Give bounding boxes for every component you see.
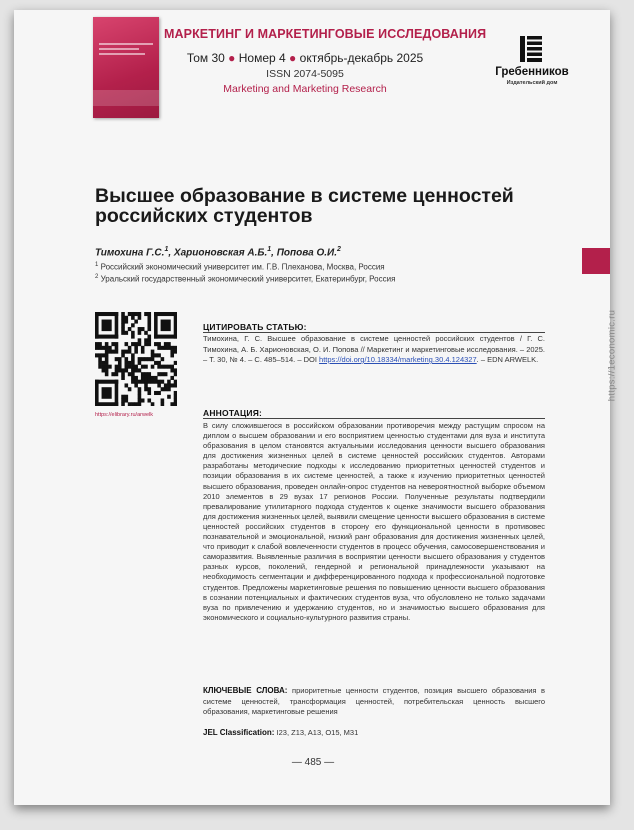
author-name: Тимохина Г.С. <box>95 247 165 259</box>
issue-period: октябрь-декабрь 2025 <box>299 51 424 65</box>
author-name: Попова О.И. <box>276 247 338 259</box>
keywords <box>203 686 545 718</box>
volume: Том 30 <box>186 51 225 65</box>
author-affiliation-mark: 2 <box>337 246 341 253</box>
authors: Тимохина Г.С.$^1$, Харионовская А.Б.$^1$, Попова О.И.$^2$ <box>95 246 341 259</box>
citation-body: Тимохина, Г. С. Высшее образование в системе ценностей российских студентов / Г. С. Тимохина, А. Б. Харионовская, О. И. Попова // Маркетинг и маркетинговые исследования. – 2025. – Т. 30, № 4. – С. 485–514. – DOI <box>203 334 545 364</box>
divider <box>203 332 545 333</box>
affiliation-mark: 1 <box>95 262 99 268</box>
keywords-label: КЛЮЧЕВЫЕ СЛОВА: <box>203 686 288 695</box>
separator-dot-icon: ● <box>289 51 297 65</box>
article-title <box>95 186 545 226</box>
accent-tab <box>582 248 610 274</box>
article-page <box>14 10 618 805</box>
affiliation <box>95 262 385 272</box>
side-url[interactable]: https://1economic.ru <box>606 309 618 402</box>
issn: ISSN 2074-5095 <box>266 68 344 80</box>
jel-classification <box>203 728 358 737</box>
affiliation-text: Российский экономический университет им. Г.В. Плеханова, Москва, Россия <box>100 262 385 272</box>
journal-issue-line <box>164 51 446 65</box>
publisher-logo-icon <box>520 36 542 62</box>
journal-title: МАРКЕТИНГ И МАРКЕТИНГОВЫЕ ИССЛЕДОВАНИЯ <box>164 27 487 41</box>
separator-dot-icon: ● <box>228 51 236 65</box>
article-title-line: Высшее образование в системе ценностей <box>95 185 514 207</box>
qr-code-icon[interactable] <box>95 312 177 406</box>
doi-link[interactable]: https://doi.org/10.18334/marketing.30.4.124327 <box>319 355 477 364</box>
affiliation <box>95 274 395 284</box>
jel-codes: I23, Z13, A13, O15, M31 <box>276 728 359 737</box>
journal-title-en: Marketing and Marketing Research <box>223 83 387 95</box>
affiliation-mark: 2 <box>95 274 99 280</box>
keywords-text: приоритетные ценности студентов, позиция высшего образования в системе ценностей, трансформация ценностей, потребительская ценность высшего образования, маркетинговые решения <box>203 686 545 716</box>
publisher-name: Гребенников <box>495 66 569 78</box>
citation-suffix: . – EDN ARWELK. <box>476 355 539 364</box>
publisher-subtitle: Издательский дом <box>506 80 558 86</box>
page-number: — 485 — <box>291 757 335 768</box>
author-affiliation-mark: 1 <box>164 246 169 253</box>
abstract-text: В силу сложившегося в российском образовании противоречия между растущим спросом на диплом о высшем образовании и его восприятием ценностью студентами для вуза и института образования в целом становятся актуальными исследования ценности высшего образования для достижения жизненных целей в системе ценностей российских студентов. Авторами разработаны методические подходы к исследованию приоритетных ценностей студентов и позиции образования в их системе ценностей, а также к изучению приоритетных ценностей высшего образования, проведен онлайн-опрос студентов на невероятностной выборке объемом 2010 элементов в 29 вузах 17 регионов России. Полученные результаты подтвердили превалирование утилитарного подхода студентов к оценке значимости высшего образования для достижения жизненных целей, выявили смещение ценности высшего образования в системе ценностей российских студентов в сторону его функциональной ценности в противовес познавательной и эмоциональной, низкий ранг образования для достижения жизненных целей, что приводит к слабой вовлеченности студентов в процесс обучения, самосовершенствования и саморазвития. Выявленные различия в восприятии ценности высшего образования у студентов разных курсов, поколений, гендерной и региональной принадлежности указывают на необходимость сегментации и дифференцированного подхода к профессиональной подготовке студентов. Предложены маркетинговые решения по повышению ценности высшего образования в сознании потенциальных и фактических студентов вуза, что обусловлено не только задачами вуза по привлечению и удержанию студентов, но и значимостью высшего образования для экономического и социально-культурного развития страны. <box>203 421 546 622</box>
citation-text <box>203 334 545 366</box>
jel-label: JEL Classification: <box>203 728 275 737</box>
qr-link[interactable]: https://elibrary.ru/arwelk <box>95 412 153 418</box>
cite-heading: ЦИТИРОВАТЬ СТАТЬЮ: <box>203 322 307 332</box>
affiliation-text: Уральский государственный экономический университет, Екатеринбург, Россия <box>100 274 396 284</box>
issue-number: Номер 4 <box>238 51 286 65</box>
author-name: Харионовская А.Б. <box>173 247 268 259</box>
author-affiliation-mark: 1 <box>267 246 272 253</box>
abstract-heading: АННОТАЦИЯ: <box>203 408 263 418</box>
divider <box>203 418 545 419</box>
article-title-line: российских студентов <box>95 205 313 227</box>
journal-cover-image <box>93 17 159 118</box>
